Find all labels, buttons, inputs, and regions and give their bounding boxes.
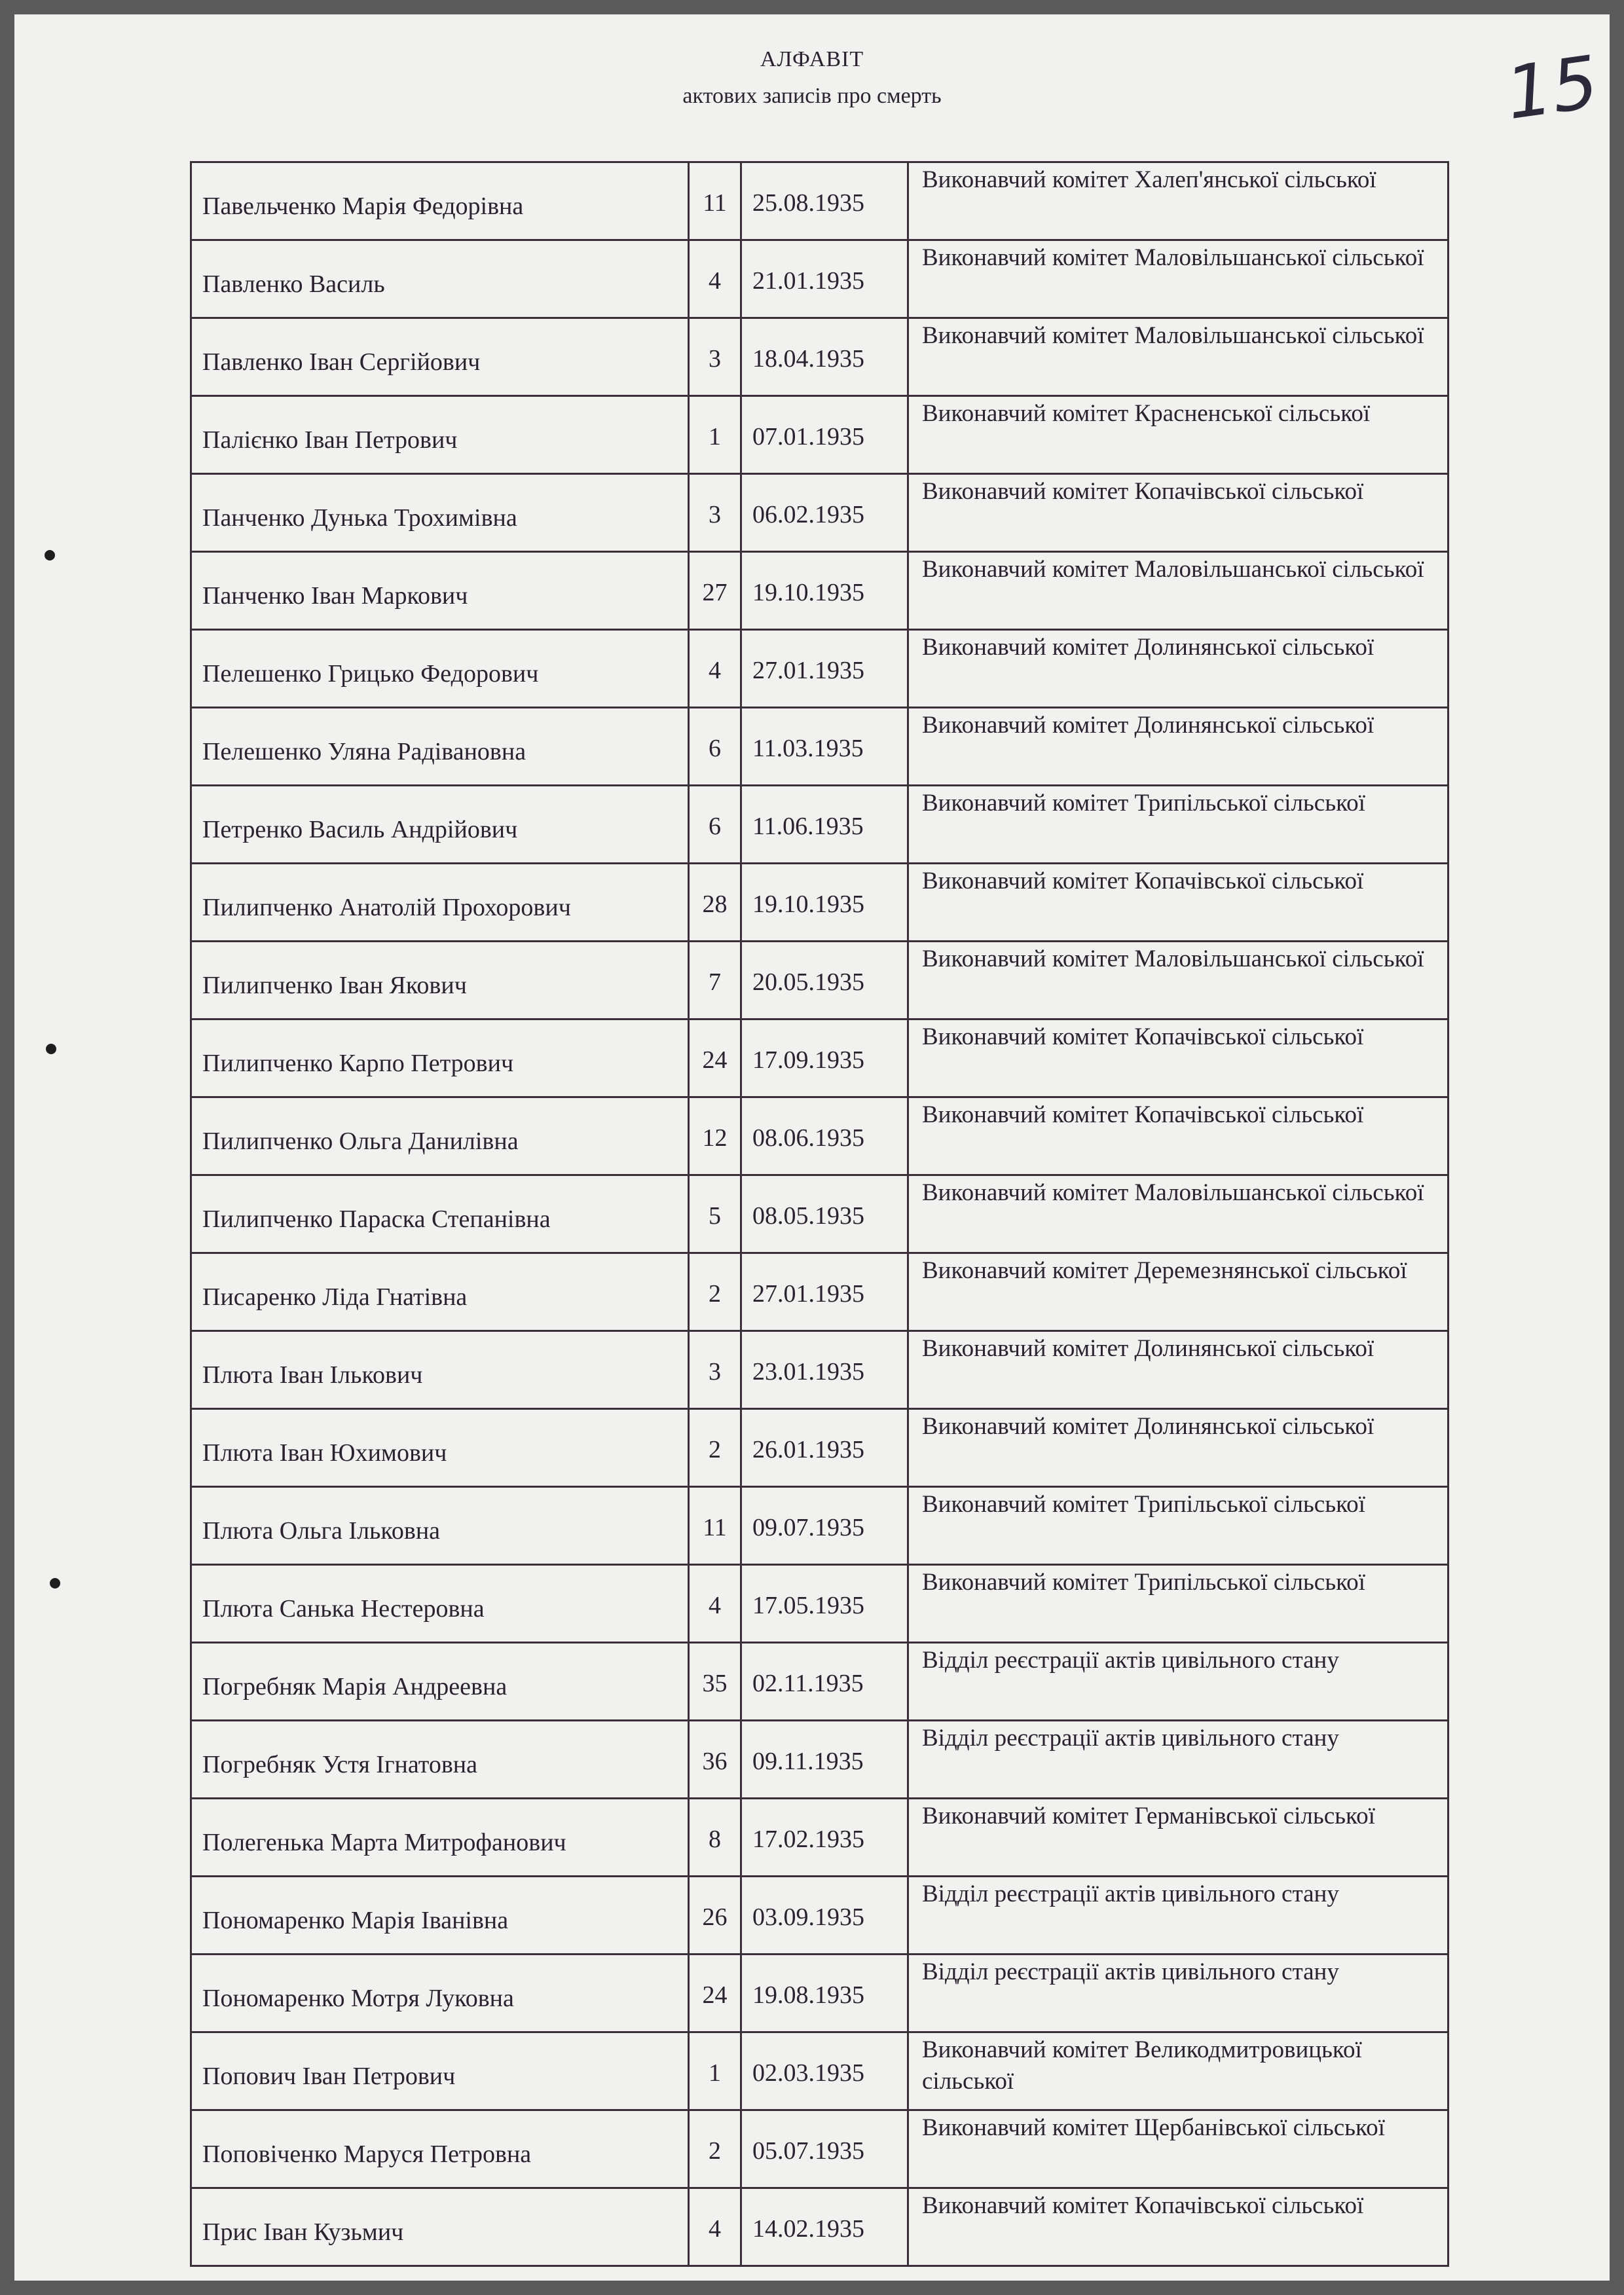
date-cell: 27.01.1935 [741, 1253, 908, 1331]
organization-cell: Виконавчий комітет Копачівської сільської [908, 474, 1449, 552]
table-row [191, 1253, 1449, 1331]
name-cell: Панченко Іван Маркович [191, 552, 689, 630]
record-number-cell: 4 [689, 240, 741, 318]
date-cell: 09.11.1935 [741, 1721, 908, 1799]
document-subtitle: актових записів про смерть [682, 84, 942, 108]
organization-cell: Виконавчий комітет Германівської сільської [908, 1799, 1449, 1877]
name-cell: Пелешенко Уляна Радівановна [191, 708, 689, 786]
table-row [191, 2188, 1449, 2266]
table-row [191, 1097, 1449, 1175]
organization-cell: Виконавчий комітет Копачівської сільської [908, 1019, 1449, 1097]
name-cell: Плюта Іван Ількович [191, 1331, 689, 1409]
table-row [191, 630, 1449, 708]
record-number-cell: 24 [689, 1955, 741, 2032]
record-number-cell: 28 [689, 864, 741, 942]
name-cell: Пономаренко Марія Іванівна [191, 1877, 689, 1955]
record-number-cell: 2 [689, 1253, 741, 1331]
name-cell: Пилипченко Анатолій Прохорович [191, 864, 689, 942]
organization-cell: Виконавчий комітет Великодмитровицької сільської [908, 2032, 1449, 2110]
organization-cell: Виконавчий комітет Долинянської сільської [908, 1409, 1449, 1487]
handwritten-page-number: 15 [1500, 39, 1604, 136]
organization-cell: Виконавчий комітет Маловільшанської сільської [908, 240, 1449, 318]
date-cell: 27.01.1935 [741, 630, 908, 708]
date-cell: 02.11.1935 [741, 1643, 908, 1721]
date-cell: 03.09.1935 [741, 1877, 908, 1955]
date-cell: 17.02.1935 [741, 1799, 908, 1877]
name-cell: Плюта Санька Нестеровна [191, 1565, 689, 1643]
table-row [191, 942, 1449, 1019]
record-number-cell: 12 [689, 1097, 741, 1175]
binding-hole-mark [45, 550, 55, 560]
record-number-cell: 35 [689, 1643, 741, 1721]
organization-cell: Виконавчий комітет Копачівської сільської [908, 2188, 1449, 2266]
name-cell: Панченко Дунька Трохимівна [191, 474, 689, 552]
record-number-cell: 2 [689, 2110, 741, 2188]
name-cell: Полегенька Марта Митрофанович [191, 1799, 689, 1877]
name-cell: Поповіченко Маруся Петровна [191, 2110, 689, 2188]
name-cell: Писаренко Ліда Гнатівна [191, 1253, 689, 1331]
record-number-cell: 3 [689, 474, 741, 552]
date-cell: 07.01.1935 [741, 396, 908, 474]
record-number-cell: 1 [689, 396, 741, 474]
table-row [191, 864, 1449, 942]
record-number-cell: 2 [689, 1409, 741, 1487]
organization-cell: Виконавчий комітет Маловільшанської сільської [908, 1175, 1449, 1253]
record-number-cell: 7 [689, 942, 741, 1019]
records-table [190, 161, 1449, 2267]
table-row [191, 1331, 1449, 1409]
name-cell: Пилипченко Карпо Петрович [191, 1019, 689, 1097]
name-cell: Пилипченко Ольга Данилівна [191, 1097, 689, 1175]
organization-cell: Відділ реєстрації актів цивільного стану [908, 1955, 1449, 2032]
name-cell: Прис Іван Кузьмич [191, 2188, 689, 2266]
document-title: АЛФАВІТ [760, 47, 864, 71]
table-row [191, 2032, 1449, 2110]
date-cell: 21.01.1935 [741, 240, 908, 318]
binding-hole-mark [50, 1578, 60, 1588]
record-number-cell: 11 [689, 1487, 741, 1565]
organization-cell: Виконавчий комітет Маловільшанської сільської [908, 942, 1449, 1019]
organization-cell: Виконавчий комітет Долинянської сільської [908, 1331, 1449, 1409]
date-cell: 19.10.1935 [741, 552, 908, 630]
date-cell: 09.07.1935 [741, 1487, 908, 1565]
table-row [191, 1643, 1449, 1721]
record-number-cell: 4 [689, 2188, 741, 2266]
table-row [191, 162, 1449, 240]
name-cell: Пилипченко Параска Степанівна [191, 1175, 689, 1253]
table-row [191, 396, 1449, 474]
record-number-cell: 36 [689, 1721, 741, 1799]
date-cell: 17.05.1935 [741, 1565, 908, 1643]
organization-cell: Виконавчий комітет Маловільшанської сільської [908, 318, 1449, 396]
record-number-cell: 6 [689, 708, 741, 786]
table-row [191, 1799, 1449, 1877]
table-row [191, 1955, 1449, 2032]
records-table-body [191, 162, 1449, 2266]
organization-cell: Виконавчий комітет Копачівської сільської [908, 864, 1449, 942]
table-row [191, 2110, 1449, 2188]
name-cell: Плюта Іван Юхимович [191, 1409, 689, 1487]
date-cell: 26.01.1935 [741, 1409, 908, 1487]
date-cell: 23.01.1935 [741, 1331, 908, 1409]
name-cell: Погребняк Устя Ігнатовна [191, 1721, 689, 1799]
name-cell: Пономаренко Мотря Луковна [191, 1955, 689, 2032]
organization-cell: Виконавчий комітет Деремезнянської сільської [908, 1253, 1449, 1331]
table-row [191, 786, 1449, 864]
table-row [191, 1487, 1449, 1565]
date-cell: 06.02.1935 [741, 474, 908, 552]
table-row [191, 240, 1449, 318]
record-number-cell: 1 [689, 2032, 741, 2110]
record-number-cell: 26 [689, 1877, 741, 1955]
table-row [191, 318, 1449, 396]
organization-cell: Виконавчий комітет Трипільської сільської [908, 1487, 1449, 1565]
date-cell: 19.10.1935 [741, 864, 908, 942]
organization-cell: Виконавчий комітет Халеп'янської сільської [908, 162, 1449, 240]
record-number-cell: 8 [689, 1799, 741, 1877]
name-cell: Попович Іван Петрович [191, 2032, 689, 2110]
organization-cell: Виконавчий комітет Долинянської сільської [908, 630, 1449, 708]
organization-cell: Виконавчий комітет Долинянської сільської [908, 708, 1449, 786]
organization-cell: Виконавчий комітет Маловільшанської сільської [908, 552, 1449, 630]
name-cell: Погребняк Марія Андреевна [191, 1643, 689, 1721]
organization-cell: Виконавчий комітет Щербанівської сільської [908, 2110, 1449, 2188]
name-cell: Петренко Василь Андрійович [191, 786, 689, 864]
table-row [191, 708, 1449, 786]
name-cell: Павленко Іван Сергійович [191, 318, 689, 396]
record-number-cell: 24 [689, 1019, 741, 1097]
name-cell: Пилипченко Іван Якович [191, 942, 689, 1019]
table-row [191, 1019, 1449, 1097]
table-row [191, 1721, 1449, 1799]
table-row [191, 1175, 1449, 1253]
record-number-cell: 5 [689, 1175, 741, 1253]
organization-cell: Відділ реєстрації актів цивільного стану [908, 1877, 1449, 1955]
date-cell: 17.09.1935 [741, 1019, 908, 1097]
organization-cell: Відділ реєстрації актів цивільного стану [908, 1721, 1449, 1799]
table-row [191, 1409, 1449, 1487]
date-cell: 20.05.1935 [741, 942, 908, 1019]
name-cell: Павельченко Марія Федорівна [191, 162, 689, 240]
name-cell: Павленко Василь [191, 240, 689, 318]
date-cell: 11.06.1935 [741, 786, 908, 864]
record-number-cell: 27 [689, 552, 741, 630]
date-cell: 18.04.1935 [741, 318, 908, 396]
date-cell: 11.03.1935 [741, 708, 908, 786]
name-cell: Пелешенко Грицько Федорович [191, 630, 689, 708]
table-row [191, 474, 1449, 552]
record-number-cell: 6 [689, 786, 741, 864]
organization-cell: Виконавчий комітет Трипільської сільської [908, 1565, 1449, 1643]
table-row [191, 1565, 1449, 1643]
table-row [191, 552, 1449, 630]
date-cell: 19.08.1935 [741, 1955, 908, 2032]
organization-cell: Відділ реєстрації актів цивільного стану [908, 1643, 1449, 1721]
date-cell: 08.06.1935 [741, 1097, 908, 1175]
date-cell: 05.07.1935 [741, 2110, 908, 2188]
organization-cell: Виконавчий комітет Копачівської сільської [908, 1097, 1449, 1175]
date-cell: 08.05.1935 [741, 1175, 908, 1253]
date-cell: 25.08.1935 [741, 162, 908, 240]
table-row [191, 1877, 1449, 1955]
organization-cell: Виконавчий комітет Красненської сільської [908, 396, 1449, 474]
binding-hole-mark [46, 1044, 56, 1054]
record-number-cell: 4 [689, 1565, 741, 1643]
date-cell: 02.03.1935 [741, 2032, 908, 2110]
record-number-cell: 4 [689, 630, 741, 708]
date-cell: 14.02.1935 [741, 2188, 908, 2266]
record-number-cell: 3 [689, 1331, 741, 1409]
name-cell: Палієнко Іван Петрович [191, 396, 689, 474]
organization-cell: Виконавчий комітет Трипільської сільської [908, 786, 1449, 864]
record-number-cell: 3 [689, 318, 741, 396]
name-cell: Плюта Ольга Ільковна [191, 1487, 689, 1565]
record-number-cell: 11 [689, 162, 741, 240]
